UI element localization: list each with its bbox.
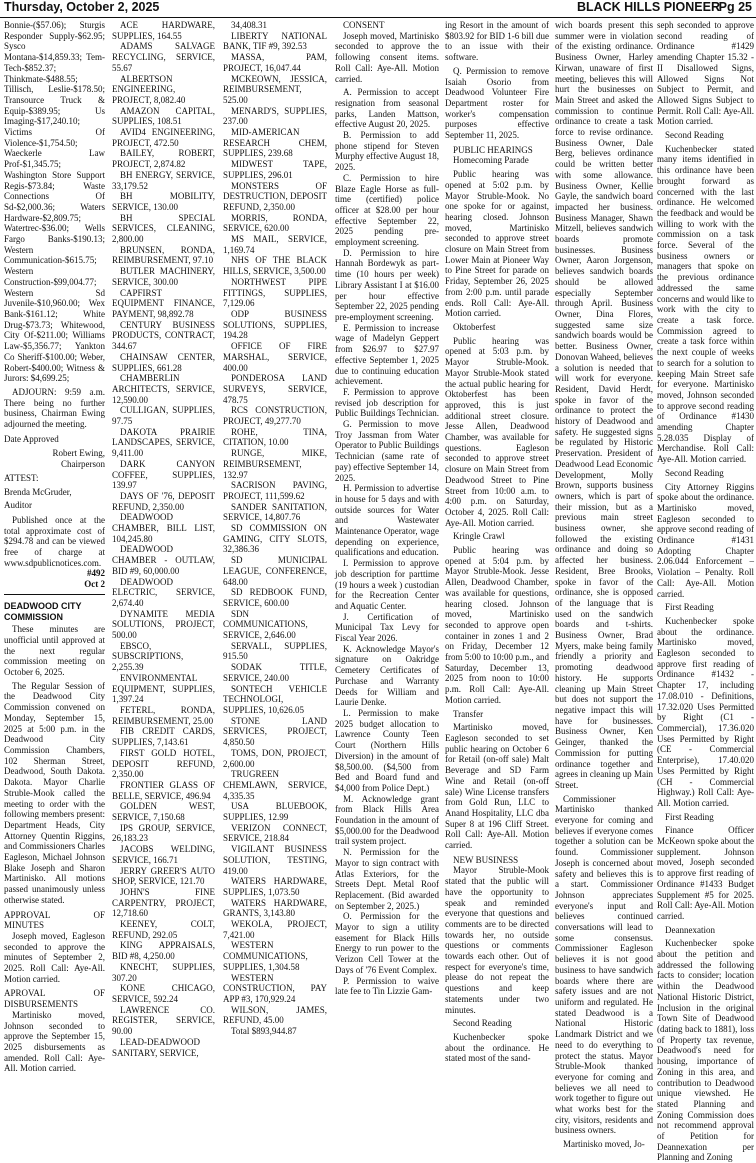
- disbursement-entry: JOHN'S FINE CARPENTRY, PROJECT, 12,718.60: [112, 886, 215, 919]
- disbursement-entry: ADAMS SALVAGE RECYCLING, SERVICE, 55.67: [112, 41, 215, 73]
- header-date: Thursday, October 2, 2025: [4, 0, 160, 14]
- subheading: Kringle Crawl: [453, 531, 505, 542]
- disbursement-entry: ROHE, TINA, CITATION, 10.00: [223, 426, 327, 448]
- disbursement-entry: KNECHT, SUPPLIES, 307.20: [112, 961, 215, 983]
- adjourn-text: ADJOURN: 9:59 a.m. There being no further business, Chairman Ewing adjourned the meeting.: [4, 386, 105, 430]
- paragraph: Public hearing was opened at 5:02 p.m. by Mayor Struble-Mook. No one spoke for or against, hearing closed. Johnson moved, Martinisko seconded to approve street closure on Main Street from Lower Main at Pioneer Way to Pine Street for parade on Friday, September 26, 2025 from 2:00 p.m. until parade ends. Roll Call: Aye-All. Motion carried.: [445, 169, 549, 319]
- disbursement-entry: IPS GROUP, SERVICE, 26,183.23: [112, 822, 215, 844]
- disbursement-entry: TOMS, DON, PROJECT, 2,600.00: [223, 747, 327, 769]
- column-4: [335, 20, 439, 997]
- disbursement-entry: MONSTERS OF DESTRUCTION, DEPOSIT REFUND, 2,350.00: [223, 180, 328, 212]
- disbursement-entry: MASSA, PAM, PROJECT, 16,047.44: [223, 52, 327, 73]
- disbursement-entry: FRONTIER GLASS OF BELLE, SERVICE, 496.94: [112, 779, 215, 801]
- disbursement-entry: DEADWOOD CHAMBER - OUTLAW, BID #9, 60,000.00: [112, 544, 215, 576]
- consent-item: D. Permission to hire Hannah Bordewyk as part-time (10 hours per week) Library Assistant I at $16.00 per hour effective September 22, 2025 pending pre-employment screening.: [335, 247, 439, 322]
- published-notice: Published once at the total approximate cost of $294.78 and can be viewed free of charge at www.sdpublicnotices.com.: [4, 514, 105, 568]
- section-divider: [4, 594, 105, 595]
- attest-label: ATTEST:: [4, 472, 39, 483]
- consent-item: M. Acknowledge grant from Black Hills Area Foundation in the amount of $5,000.00 for the Deadwood trail system project.: [335, 793, 439, 847]
- disbursement-entry: MCKEOWN, JESSICA, REIMBURSEMENT, 525.00: [223, 73, 327, 105]
- disbursement-entry: DAKOTA PRAIRIE LANDSCAPES, SERVICE, 9,411.00: [112, 426, 215, 459]
- column-6: [555, 20, 653, 1150]
- disbursement-entry: VERIZON CONNECT, SERVICE, 218.84: [223, 822, 327, 844]
- publication-number: #492: [87, 568, 105, 579]
- disbursement-entry: EBSCO, SUBSCRIPTIONS, 2,255.39: [112, 640, 184, 673]
- disbursement-entry: DARK CANYON COFFEE, SUPPLIES, 139.97: [112, 458, 215, 491]
- consent-items: [335, 87, 439, 997]
- paragraph: Joseph moved, Eagleson seconded to approve the minutes of September 2, 2025. Roll Call: Aye-All. Motion carried.: [4, 930, 105, 984]
- disbursement-entry: CENTURY BUSINESS PRODUCTS, CONTRACT, 344.67: [112, 319, 215, 352]
- disbursement-entry: JACOBS WELDING, SERVICE, 166.71: [112, 844, 215, 865]
- column-3: [223, 20, 328, 1037]
- consent-item: L. Permission to make 2025 budget allocation to Lawrence County Teen Court (Northern Hills Diversion) in the amount of $8,500.00. ($4,500 from Bed and Board fund and $4,000 from Police Dept.): [335, 708, 439, 793]
- disbursement-entry: MS MAIL, SERVICE, 1,169.74: [223, 234, 327, 255]
- disbursement-entry: CHAINSAW CENTER, SUPPLIES, 661.28: [112, 351, 215, 373]
- disbursement-entry: SD REDBOOK FUND, SERVICE, 600.00: [223, 587, 327, 608]
- disbursement-entry: BH SPECIAL SERVICES, CLEANING, 2,800.00: [112, 212, 215, 245]
- consent-item: J. Certification of Municipal Tax Levy for Fiscal Year 2026.: [335, 611, 439, 644]
- consent-item: C. Permission to hire Blaze Eagle Horse as full-time (certified) police officer at $28.00 per hour effective September 22, 2025 pending pre-employment screening.: [335, 172, 439, 248]
- disbursement-entry: NHS OF THE BLACK HILLS, SERVICE, 3,500.00: [223, 255, 327, 277]
- disbursement-entry: DYNAMITE MEDIA SOLUTIONS, PROJECT, 500.00: [112, 608, 215, 641]
- subheading: First Reading: [665, 811, 714, 822]
- signer-name: Robert Ewing,: [52, 448, 105, 459]
- paragraph: Mayor Struble-Mook stated that the public will have the opportunity to speak and reminded everyone that questions and comments are to be directed towards her, no outside questions or comments towards each other. Out of respect for everyone's time, please do not repeat the questions and keep statements under two minutes.: [445, 865, 549, 1015]
- disbursement-entry: KONE CHICAGO, SERVICE, 592.24: [112, 983, 215, 1004]
- disbursement-entry: DEADWOOD CHAMBER, BILL LIST, 104,245.80: [112, 512, 215, 544]
- subheading: First Reading: [665, 602, 714, 613]
- disbursement-entry: WESTERN CONSTRUCTION, PAY APP #3, 170,929.24: [223, 972, 327, 1004]
- disbursement-entry: SACRISON PAVING, PROJECT, 111,599.62: [223, 480, 327, 501]
- disbursement-entry: NORTHWEST PIPE FITTINGS, SUPPLIES, 7,129.06: [223, 276, 327, 309]
- paragraph: Martinisko moved, Johnson seconded to approve the September 15, 2025 disbursements as amended. Roll Call: Aye-All. Motion carried.: [4, 1009, 105, 1074]
- section-heading: DEADWOOD CITY COMMISSION: [4, 600, 82, 622]
- paragraph: Joseph moved, Martinisko seconded to approve the following consent items. Roll Call: Aye-All. Motion carried.: [335, 30, 439, 84]
- disbursement-entry: RCS CONSTRUCTION, PROJECT, 49,277.70: [223, 405, 327, 427]
- subheading: Second Reading: [665, 467, 724, 478]
- paragraph: Martinisko moved, Jo-: [563, 1139, 645, 1150]
- subheading: PUBLIC HEARINGS: [453, 144, 533, 155]
- disbursement-entry: 34,408.31: [231, 20, 267, 30]
- disbursement-entry: WATERS HARDWARE, SUPPLIES, 1,073.50: [223, 876, 327, 897]
- column-5: [445, 20, 549, 1064]
- disbursement-entry: SERVALL, SUPPLIES, 915.50: [223, 640, 327, 662]
- paragraph: wich boards present this summer were in violation of the existing ordinance. Business Owner, Harley Kirwan, unaware of first meeting, believes this will hurt the businesses on Main Street and asked the commission to continue ordinance to create a task force to revise ordinance. Business Owner, Dale Berg, believes ordinance could be written better with some allowance. Business Owner, Kellie Gayle, the sandwich board impacted her business. Business Manager, Shawn Mitzell, believes sandwich boards promote businesses. Business Owner, Aaron Jorgenson, believes sandwich boards should be allowed especially September through April. Business Owner, Dina Flores, suggested same size sandwich boards would be better. Business Owner, Donovan Waheed, believes a solution is needed that will work for everyone. Resident, David Herdt, spoke in favor of the ordinance to protect the history of Deadwood and safety. He suggested signs be regulated by Historic Preservation. President of Deadwood Lead Economic Development, Molly Brown, supports business owners, which is part of their mission, but as a previous main street business owner, she followed the existing ordinance and doing so affected her business. Resident, Bree Brooks, spoke in favor of the ordinance, she is opposed of the language that is used on the sandwich boards and t-shirts. Business Owner, Brad Myers, make being family friendly a priority and promoting deadwood history. He supports cleaning up Main Street but does not support the negative impact this will have for businesses. Business Owner, Ken Geinger, thanked the Commission for putting ordinance together and agrees in cleaning up Main Street.: [555, 20, 653, 790]
- consent-item: A. Permission to accept resignation from seasonal parks, Landen Mattson, effective August 20, 2025.: [335, 87, 439, 130]
- disbursement-entry: SANDER SANITATION, SERVICE, 14,807.76: [223, 501, 327, 523]
- paragraph: seph seconded to approve second reading of Ordinance #1429 amending Chapter 15.32 - II Disallowed Signs, Allowed Signs Not Subject to Permit, and Allowed Signs Subject to Permit. Roll Call: Aye-All. Motion carried.: [657, 20, 754, 127]
- paragraph: Kuchenbecker spoke about the petition and addressed the following facts to consider; location within the Deadwood National Historic District, Inclusion in the original Town Site of Deadwood (dating back to 1881), loss of Property tax revenue, Deadwood's need for housing, importance of Zoning in this area, and contribution to Deadwood unique viewshed. He stated Planning and Zoning Commission does not recommend approval of Petition for Deannexation per Planning and Zoning: [657, 938, 754, 1163]
- subheading: APPROVAL OF MINUTES: [4, 909, 105, 931]
- disbursement-entry: ACE HARDWARE, SUPPLIES, 164.55: [112, 20, 215, 41]
- subheading: Homecoming Parade: [453, 155, 529, 166]
- header-page-number: Pg 25: [718, 0, 752, 14]
- paragraph: Kuchenbecker spoke about the ordinance. Martinisko moved, Eagleson seconded to approve first reading of Ordinance #1432 - Chapter 17, including 17.08.010 - Definitions, 17.32.020 Uses Permitted by Right (C1 - Commercial), 17.36.020 Uses Permitted by Right (CE - Commercial Enterprise), 17.40.020 Uses Permitted by Right (CH - Commercial Highway.) Roll Call: Aye-All. Motion carried.: [657, 615, 754, 808]
- disbursement-entry: ODP BUSINESS SOLUTIONS, SUPPLIES, 194.28: [223, 308, 327, 341]
- subheading: APROVAL OF DISBURSEMENTS: [4, 988, 105, 1010]
- disbursement-entry: MENARD'S, SUPPLIES, 237.00: [223, 105, 327, 127]
- disbursement-entry: JERRY GREER'S AUTO SHOP, SERVICE, 121.70: [112, 865, 215, 887]
- disbursement-list: [112, 20, 215, 1058]
- disbursement-entry: BH ENERGY, SERVICE, 33,179.52: [112, 169, 215, 191]
- paragraph: Commissioner Martinisko thanked everyone for coming and believes if everyone comes together a solution can be found. Commissioner Joseph is concerned about safety and believes this is a start. Commissioner Johnson appreciates everyone's input and believes continued conversations will lead to some consensus. Commissioner Eagleson believes it is not good business to have sandwich boards where there are safety issues and are not uniform and regulated. He stated Deadwood is a National Historic Landmark District and we need to do everything to protect the status. Mayor Struble-Mook thanked everyone for coming and believes we all need to work together to figure out what works best for the city, visitors, residents and business owners.: [555, 793, 653, 1136]
- subheading: Oktoberfest: [453, 321, 496, 332]
- paragraph: Kuchenbecker stated many items identified in this ordinance have been brought forward as concerned with the last ordinance. He welcomed the feedback and would be willing to work with the commission on a task force. Several of the business owners or managers that spoke on the previous ordinance addressed the same concerns and would like to work with the city to create a task force. Commission agreed to create a task force within the next couple of weeks to search for a solution to keeping Main Street safe for everyone. Martinisko moved, Johnson seconded to approve second reading of Ordinance #1430 amending Chapter 5.28.035 Display of Merchandise. Roll Call: Aye-All. Motion carried.: [657, 143, 754, 465]
- publication-date: Oct 2: [84, 579, 105, 590]
- subheading: Second Reading: [665, 130, 724, 141]
- date-approved: Date Approved: [4, 433, 59, 444]
- disbursement-entry: DAYS OF '76, DEPOSIT REFUND, 2,350.00: [112, 490, 215, 512]
- column-1: [4, 20, 105, 1074]
- disbursement-entry: ALBERTSON ENGINEERING, PROJECT, 8,082.40: [112, 73, 186, 105]
- paragraph: These minutes are unofficial until approved at the next regular commission meeting on October 6, 2025.: [4, 624, 105, 678]
- disbursement-entry: BRUNSEN, RONDA, REIMBURSEMENT, 97.10: [112, 244, 215, 266]
- consent-item: H. Permission to advertise in house for 5 days and with outside sources for Water and Wastewater Maintenance Operator, wage depending on experience, qualifications and education.: [335, 483, 439, 558]
- paragraph: The Regular Session of the Deadwood City Commission convened on Monday, September 15, 2025 at 5:00 p.m. in the Deadwood City Commission Chambers, 102 Sherman Street, Deadwood, South Dakota. Dakota. Mayor Charlie Struble-Mook called the meeting to order with the following members present: Department Heads, City Attorney Quentin Riggins, and Commissioners Charles Eagleson, Michael Johnson Blake Joseph and Sharon Martinisko. All motions passed unanimously unless otherwise stated.: [4, 680, 105, 905]
- subheading: Deannexation: [665, 924, 715, 935]
- paragraph: ing Resort in the amount of $803.92 for BID 1-6 bill due to an issue with their software.: [445, 20, 549, 63]
- paragraph: Public hearing was opened at 5:04 p.m. by Mayor Struble-Mook. Jesse Allen, Deadwood Chamber, was available for questions, hearing closed. Johnson moved, Martinisko seconded to approve open container in zones 1 and 2 on Friday, December 12 from 5:00 to 10:00 p.m., and Saturday, December 13, 2025 from noon to 10:00 p.m. Roll Call: Aye-All. Motion carried.: [445, 545, 549, 705]
- disbursement-list: [223, 20, 327, 1026]
- subheading: NEW BUSINESS: [453, 854, 519, 865]
- disbursement-entry: DEADWOOD ELECTRIC, SERVICE, 2,674.40: [112, 576, 215, 608]
- disbursement-entry: WATERS HARDWARE, GRANTS, 3,143.80: [223, 897, 327, 919]
- disbursement-entry: WEKOLA, PROJECT, 7,421.00: [223, 919, 327, 940]
- paragraph: Finance Officer McKeown spoke about the supplement. Johnson moved, Joseph seconded to approve first reading of Ordinance #1433 Budget Supplement #5 for 2025. Roll Call: Aye-All. Motion carried.: [657, 825, 754, 921]
- disbursement-entry: LIBERTY NATIONAL BANK, TIF #9, 392.53: [223, 30, 327, 52]
- disbursement-entry: SD COMMISSION ON GAMING, CITY SLOTS, 32,386.36: [223, 523, 327, 555]
- disbursement-entry: PONDEROSA LAND SURVEYS, SERVICE, 478.75: [223, 373, 327, 405]
- paragraph: Kuchenbecker spoke about the ordinance. He stated most of the sand-: [445, 1031, 549, 1064]
- vendor-list-continued: Bonnie-($57.06); Sturgis Responder Supply-$62.95; Sysco Montana-$14,859.33; Tem-Tech-$852.37; Thinkmate-$488.55; Tillisch, Leslie-$178.50; Transource Truck & Equip-$389.95; Us Imaging-$17,240.10; Victims Of Violence-$1,754.50; Waeckerle Law Prof-$1,345.75; Washington Store Support Regis-$73.84; Waste Connections Of Sd-$2,000.36; Waters Hardware-$2,809.75; Watertrec-$36.00; Wells Fargo Banks-$190.13; Western Communication-$615.75; Western Construction-$99,004.77; Western Sd Juvenile-$10,960.00; Wex Bank-$161.12; White Drug-$73.73; Whitewood, City Of-$211.00; Williams Law-$5,356.77; Yankton Co Sheriff-$100.00; Weber, Robert-$400.00; Witness & Jurors: $4,699.25;: [4, 20, 105, 384]
- disbursement-entry: GOLDEN WEST, SERVICE, 7,150.68: [112, 801, 215, 823]
- disbursement-entry: WILSON, JAMES, REFUND, 45.00: [223, 1004, 327, 1026]
- disbursement-entry: CAPFIRST EQUIPMENT FINANCE, PAYMENT, 98,892.78: [112, 287, 215, 319]
- consent-item: P. Permission to waive late fee to Tin Lizzie Gam-: [335, 975, 439, 997]
- disbursement-entry: MID-AMERICAN RESEARCH CHEM, SUPPLIES, 239.68: [223, 127, 327, 159]
- disbursement-total: Total $893,944.87: [231, 1026, 297, 1037]
- paragraph: Public hearing was opened at 5:03 p.m. by Mayor Struble-Mook. Mayor Struble-Mook stated the actual public hearing for Oktoberfest has been approved, this is just additional street closure. Jesse Allen, Deadwood Chamber, was available for questions. Eagleson seconded to approve street closure on Main Street from Deadwood Street to Pine Street from 10:00 a.m. to 4:00 p.m. on Saturday, October 4, 2025. Roll Call: Aye-All. Motion carried.: [445, 335, 549, 528]
- disbursement-entry: BUTLER MACHINERY, SERVICE, 300.00: [112, 266, 215, 287]
- column-7: [657, 20, 754, 1163]
- page-header: [0, 0, 756, 18]
- disbursement-entry: ENVIRONMENTAL EQUIPMENT, SUPPLIES, 1,397.24: [112, 672, 215, 705]
- disbursement-entry: FIRST GOLD HOTEL, DEPOSIT REFUND, 2,350.00: [112, 747, 215, 780]
- paragraph: Martinisko moved, Eagleson seconded to set public hearing on October 6 for Retail (on-off sale) Malt Beverage and SD Farm Wine and Retail (on-off sale) Wine License transfers from Gold Run, LLC to Anand Hospitality, LLC dba Super 8 at 196 Cliff Street. Roll Call: Aye-All. Motion carried.: [445, 722, 549, 851]
- disbursement-entry: KEENEY, COLT, REFUND, 292.05: [112, 919, 215, 940]
- consent-item: K. Acknowledge Mayor's signature on Oakridge Cemetery Certificates of Purchase and Warranty Deeds for William and Laurie Denke.: [335, 643, 439, 708]
- disbursement-entry: LEAD-DEADWOOD SANITARY, SERVICE,: [112, 1036, 200, 1058]
- disbursement-entry: SONTECH VEHICLE TECHNOLOGI, SUPPLIES, 10,626.05: [223, 683, 327, 715]
- disbursement-entry: CULLIGAN, SUPPLIES, 97.75: [112, 405, 215, 427]
- paragraph: City Attorney Riggins spoke about the ordinance. Martinisko moved, Eagleson seconded to approve second reading of Ordinance #1431 Adopting Chapter 2.06.044 Enforcement – Violation – Penalty. Roll Call: Aye-All. Motion carried.: [657, 481, 754, 599]
- disbursement-entry: KING APPRAISALS, BID #8, 4,250.00: [112, 940, 215, 962]
- disbursement-entry: TRUGREEN CHEMLAWN, SERVICE, 4,335.35: [223, 769, 327, 801]
- consent-item: G. Permission to move Troy Jassman from Water Operator to Public Buildings Technician (same rate of pay) effective September 14, 2025.: [335, 419, 439, 483]
- disbursement-entry: STONE LAND SERVICES, PROJECT, 4,850.50: [223, 715, 327, 748]
- auditor-title: Auditor: [4, 500, 32, 511]
- header-publication: BLACK HILLS PIONEER: [576, 0, 720, 14]
- columns: [4, 20, 754, 1163]
- disbursement-entry: FETERL, RONDA, REIMBURSEMENT, 25.00: [112, 705, 215, 726]
- disbursement-entry: BAILEY, ROBERT, PROJECT, 2,874.82: [112, 148, 215, 170]
- disbursement-entry: SODAK TITLE, SERVICE, 240.00: [223, 662, 327, 683]
- disbursement-entry: AMAZON CAPITAL, SUPPLIES, 108.51: [112, 105, 215, 127]
- consent-item: E. Permission to increase wage of Madelyn Geppert from $26.97 to $27.97 effective September 1, 2025 due to continuing education achievement.: [335, 322, 439, 387]
- disbursement-entry: BH MOBILITY, SERVICE, 130.00: [112, 191, 215, 212]
- disbursement-entry: USA BLUEBOOK, SUPPLIES, 12.99: [223, 801, 327, 823]
- disbursement-entry: WESTERN COMMUNICATIONS, SUPPLIES, 1,304.58: [223, 940, 308, 972]
- disbursement-entry: LAWRENCE CO. REGISTER, SERVICE, 90.00: [112, 1004, 215, 1037]
- disbursement-entry: OFFICE OF FIRE MARSHAL, SERVICE, 400.00: [223, 341, 327, 373]
- subheading: Transfer: [453, 708, 484, 719]
- consent-item: F. Permission to approve revised job description for Public Buildings Technician.: [335, 386, 439, 419]
- disbursement-entry: CHAMBERLIN ARCHITECTS, SERVICE, 12,590.00: [112, 373, 215, 405]
- disbursement-entry: AVID4 ENGINEERING, PROJECT, 472.50: [112, 127, 215, 148]
- subheading: CONSENT: [343, 20, 385, 30]
- disbursement-entry: MIDWEST TAPE, SUPPLIES, 296.01: [223, 159, 327, 180]
- column-2: [112, 20, 215, 1058]
- disbursement-entry: RUNGE, MIKE, REIMBURSEMENT, 132.97: [223, 448, 327, 480]
- consent-item: B. Permission to add phone stipend for Steven Murphy effective August 18, 2025.: [335, 130, 439, 173]
- disbursement-entry: SDN COMMUNICATIONS, SERVICE, 2,646.00: [223, 608, 308, 641]
- disbursement-entry: VIGILANT BUSINESS SOLUTION, TESTING, 419.00: [223, 844, 327, 876]
- disbursement-entry: MORRIS, RONDA, SERVICE, 620.00: [223, 212, 327, 234]
- paragraph: Q. Permission to remove Isaiah Osorio from Deadwood Volunteer Fire Department roster for worker's compensation purposes effective September 11, 2025.: [445, 65, 549, 141]
- consent-item: O. Permission for the Mayor to sign a utility easement for Black Hills Energy to run power to the Verizon Cell Tower at the Days of '76 Event Complex.: [335, 911, 439, 975]
- disbursement-entry: SD MUNICIPAL LEAGUE, CONFERENCE, 648.00: [223, 555, 327, 587]
- subheading: Second Reading: [453, 1018, 512, 1029]
- consent-item: I. Permission to approve job description for parttime (19 hours a week ) custodian for the Recreation Center and Aquatic Center.: [335, 558, 439, 611]
- disbursement-entry: FIB CREDIT CARDS, SUPPLIES, 7,143.61: [112, 726, 215, 748]
- signer-title: Chairperson: [61, 459, 105, 470]
- consent-item: N. Permission for the Mayor to sign contract with Atlas Exteriors, for the Streets Dept. Metal Roof Replacement. (Bid awarded on September 2, 2025.): [335, 847, 439, 911]
- auditor-name: Brenda McGruder,: [4, 486, 72, 497]
